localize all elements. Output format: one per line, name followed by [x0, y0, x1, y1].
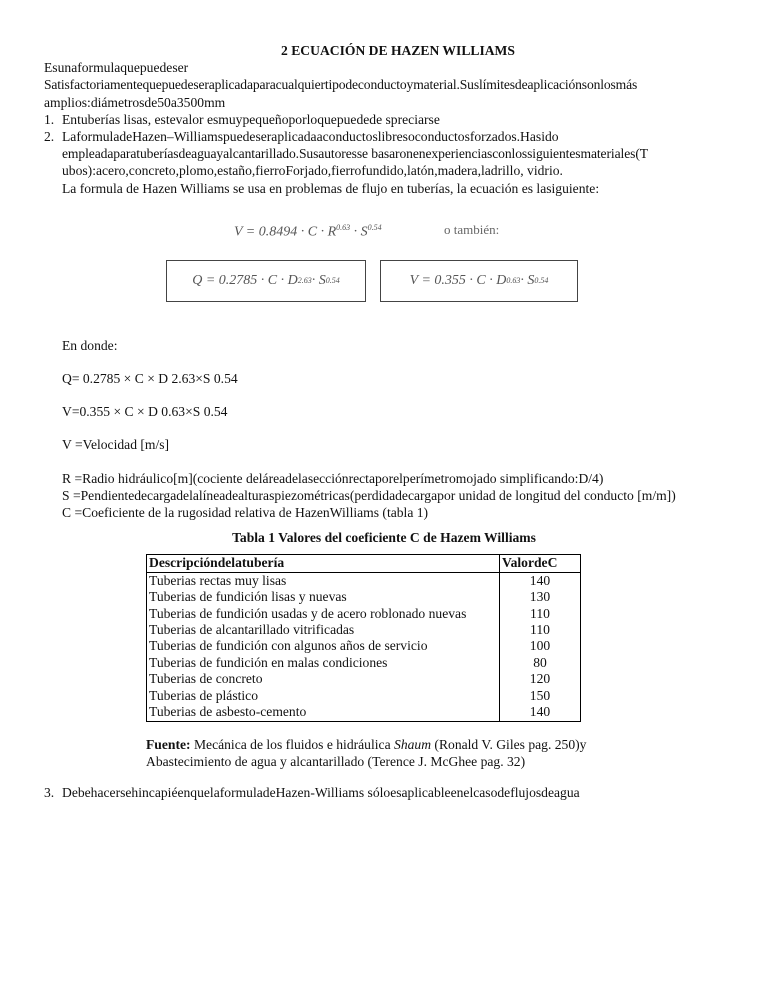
formula-exponent: 0.63 [506, 276, 521, 286]
equation-q: Q= 0.2785 × C × D 2.63×S 0.54 [62, 371, 238, 387]
list-text [62, 128, 724, 180]
intro-line-3: amplios:diámetrosde50a3500mm [44, 94, 226, 110]
intro-line-2: Satisfactoriamentequepuedeseraplicadaparacualquiertipodeconductoymaterial.Suslímitesdeaplicaciónsonlosmás [44, 77, 638, 93]
row-description: Tuberias de asbesto-cemento [147, 704, 500, 721]
source-italic: Shaum [394, 736, 432, 752]
header-description: Descripcióndelatubería [147, 555, 500, 572]
tambien-label [444, 221, 499, 238]
table-row [147, 655, 581, 671]
row-value: 80 [500, 655, 581, 671]
row-description: Tuberias de alcantarillado vitrificadas [147, 622, 500, 638]
item2-line-3: ubos):acero,concreto,plomo,estaño,fierroForjado,fierrofundido,latón,madera,ladrillo, vidrio. [62, 163, 563, 179]
formula-part: · S [350, 224, 368, 240]
row-value: 140 [500, 704, 581, 721]
equation-v: V=0.355 × C × D 0.63×S 0.54 [62, 404, 228, 420]
page-title: 2 ECUACIÓN DE HAZEN WILLIAMS [281, 43, 515, 58]
table-row [147, 671, 581, 687]
document-page [44, 42, 724, 801]
en-donde: En donde: [62, 337, 118, 353]
table-row [147, 572, 581, 589]
item2-line-2: empleadaparatuberíasdeaguayalcantarillado.Susautoresse basaronenexperienciasconlossiguientesmateriales(T [62, 146, 648, 162]
coefficient-table [146, 554, 581, 721]
table-row [147, 638, 581, 654]
formula-part: · S [520, 273, 535, 289]
formula-part: V = 0.8494 · C · R [234, 224, 337, 240]
table-row [147, 606, 581, 622]
velocity-formula-image [234, 219, 382, 241]
row-description: Tuberias de concreto [147, 671, 500, 687]
list-item-3 [44, 784, 724, 801]
row-description: Tuberias de plástico [147, 688, 500, 704]
row-value: 100 [500, 638, 581, 654]
header-value: ValordeC [500, 555, 581, 572]
table-row [147, 622, 581, 638]
list-number: 3. [44, 784, 55, 800]
formula-part: · S [311, 273, 326, 289]
row-description: Tuberias de fundición en malas condiciones [147, 655, 500, 671]
source-line-2: Abastecimiento de agua y alcantarillado (Terence J. McGhee pag. 32) [146, 753, 526, 769]
formula-part: V = 0.355 · C · D [409, 273, 507, 289]
velocity2-formula-box [380, 260, 578, 302]
row-value: 150 [500, 688, 581, 704]
table-caption: Tabla 1 Valores del coeficiente C de Hazem Williams [232, 530, 536, 546]
source-text: Mecánica de los fluidos e hidráulica [190, 736, 395, 752]
list-number: 1. [44, 111, 55, 127]
row-description: Tuberias de fundición usadas y de acero roblonado nuevas [147, 606, 500, 622]
row-description: Tuberias de fundición con algunos años de servicio [147, 638, 500, 654]
formula-usage: La formula de Hazen Williams se usa en problemas de flujo en tuberías, la ecuación es lasiguiente: [62, 180, 600, 196]
source-citation [146, 736, 724, 770]
row-value: 110 [500, 606, 581, 622]
definition-s: S =Pendientedecargadelalíneadealturaspiezométricas(perdidadecargapor unidad de longitud del conducto [m/m]) [62, 487, 676, 503]
formula-part: Q = 0.2785 · C · D [192, 273, 298, 289]
list-item-2 [44, 128, 724, 180]
row-description: Tuberias rectas muy lisas [147, 572, 500, 589]
row-value: 140 [500, 572, 581, 589]
source-line-1 [146, 736, 724, 753]
formula-figure [44, 197, 724, 337]
table-header-row [147, 555, 581, 572]
intro-line-1: Esunaformulaquepuedeser [44, 60, 189, 76]
row-value: 110 [500, 622, 581, 638]
definition-c: C =Coeficiente de la rugosidad relativa de HazenWilliams (tabla 1) [62, 505, 429, 521]
formula-exponent: 0.63 [336, 222, 351, 232]
definition-r: R =Radio hidráulico[m](cociente deláreadelasecciónrectaporelperímetromojado simplificando:D/4) [62, 470, 604, 486]
source-label: Fuente: [146, 736, 191, 752]
list-item-1 [44, 111, 724, 128]
tambien-text: o también: [444, 221, 500, 237]
list-number: 2. [44, 129, 55, 145]
row-value: 130 [500, 589, 581, 605]
definition-v: V =Velocidad [m/s] [62, 437, 170, 453]
row-description: Tuberias de fundición lisas y nuevas [147, 589, 500, 605]
source-text: (Ronald V. Giles pag. 250)y [431, 736, 587, 752]
row-value: 120 [500, 671, 581, 687]
formula-exponent: 0.54 [534, 276, 549, 286]
flow-formula-box [166, 260, 366, 302]
list-text: DebehacersehincapiéenquelaformuladeHazen-Williams sóloesaplicableenelcasodeflujosdeagua [62, 784, 580, 800]
formula-exponent: 2.63 [297, 276, 312, 286]
formula-exponent: 0.54 [367, 222, 382, 232]
table-row [147, 589, 581, 605]
item2-line-1: LaformuladeHazen–Williamspuedeseraplicadaaconductoslibresoconductosforzados.Hasido [62, 129, 559, 145]
table-row [147, 688, 581, 704]
formula-exponent: 0.54 [325, 276, 340, 286]
table-row [147, 704, 581, 721]
list-text: Entuberías lisas, estevalor esmuypequeñoporloquepuedede spreciarse [62, 111, 440, 127]
